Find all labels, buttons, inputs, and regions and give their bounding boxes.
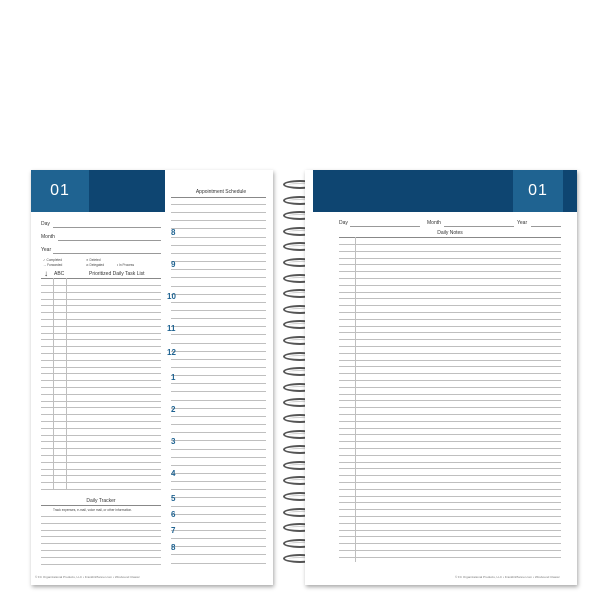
- right-month-label: Month: [427, 220, 441, 226]
- task-row-line[interactable]: [41, 482, 161, 483]
- right-year-field[interactable]: [531, 226, 561, 227]
- appointment-row-line[interactable]: [171, 310, 266, 311]
- notes-row-line[interactable]: [339, 380, 561, 381]
- task-row-line[interactable]: [41, 421, 161, 422]
- hour-label: 11: [167, 324, 176, 333]
- appointment-row-line[interactable]: [171, 351, 266, 352]
- hour-label: 9: [171, 260, 176, 269]
- appointment-row-line[interactable]: [171, 514, 266, 515]
- notes-row-line[interactable]: [339, 326, 561, 327]
- tracker-row-line[interactable]: [41, 523, 161, 524]
- left-month-label: Month: [41, 234, 55, 240]
- task-row-line[interactable]: [41, 407, 161, 408]
- daily-tracker-subtitle: Track expenses, e-mail, voice mail, or other information.: [53, 508, 133, 512]
- notes-row-line[interactable]: [339, 373, 561, 374]
- appointment-row-line[interactable]: [171, 302, 266, 303]
- task-row-line[interactable]: [41, 469, 161, 470]
- legend-completed: ✓ Completed: [43, 258, 62, 262]
- task-abc-label: ABC: [54, 271, 65, 277]
- task-row-line[interactable]: [41, 441, 161, 442]
- left-day-field[interactable]: [53, 227, 161, 228]
- legend-deleted: ✕ Deleted: [86, 258, 101, 262]
- hour-label: 10: [167, 292, 176, 301]
- notes-row-line[interactable]: [339, 489, 561, 490]
- notes-row-line[interactable]: [339, 455, 561, 456]
- notes-row-line[interactable]: [339, 434, 561, 435]
- appointment-row-line[interactable]: [171, 497, 266, 498]
- right-day-label: Day: [339, 220, 348, 226]
- tracker-row-line[interactable]: [41, 530, 161, 531]
- task-row-line[interactable]: [41, 380, 161, 381]
- daily-tracker-title: Daily Tracker: [86, 498, 116, 504]
- notes-row-line[interactable]: [339, 244, 561, 245]
- left-date-number: 01: [31, 170, 89, 212]
- appointment-row-line[interactable]: [171, 228, 266, 229]
- notes-row-line[interactable]: [339, 387, 561, 388]
- notes-row-line[interactable]: [339, 557, 561, 558]
- appointment-row-line[interactable]: [171, 465, 266, 466]
- notes-row-line[interactable]: [339, 339, 561, 340]
- notes-row-line[interactable]: [339, 414, 561, 415]
- notes-row-line[interactable]: [339, 509, 561, 510]
- notes-row-line[interactable]: [339, 421, 561, 422]
- appointment-row-line[interactable]: [171, 286, 266, 287]
- notes-row-line[interactable]: [339, 298, 561, 299]
- appointment-row-line[interactable]: [171, 318, 266, 319]
- appointment-row-line[interactable]: [171, 489, 266, 490]
- task-row-line[interactable]: [41, 448, 161, 449]
- task-row-line[interactable]: [41, 367, 161, 368]
- appointment-row-line[interactable]: [171, 530, 266, 531]
- notes-row-line[interactable]: [339, 312, 561, 313]
- task-row-line[interactable]: [41, 489, 161, 490]
- tracker-row-line[interactable]: [41, 557, 161, 558]
- notes-row-line[interactable]: [339, 332, 561, 333]
- appointment-row-line[interactable]: [171, 212, 266, 213]
- task-row-line[interactable]: [41, 435, 161, 436]
- appointment-row-line[interactable]: [171, 522, 266, 523]
- task-list-title: Prioritized Daily Task List: [89, 271, 145, 277]
- hour-label: 4: [171, 469, 176, 478]
- hour-label: 1: [171, 373, 176, 382]
- right-planner-page: [305, 170, 577, 585]
- notes-row-line[interactable]: [339, 292, 561, 293]
- notes-row-line[interactable]: [339, 502, 561, 503]
- appointment-row-line[interactable]: [171, 269, 266, 270]
- notes-row-line[interactable]: [339, 536, 561, 537]
- tracker-row-line[interactable]: [41, 536, 161, 537]
- appointment-row-line[interactable]: [171, 538, 266, 539]
- appointment-row-line[interactable]: [171, 220, 266, 221]
- task-row-line[interactable]: [41, 319, 161, 320]
- task-row-line[interactable]: [41, 428, 161, 429]
- left-year-label: Year: [41, 247, 52, 253]
- notes-row-line[interactable]: [339, 353, 561, 354]
- hour-label: 12: [167, 348, 176, 357]
- hour-label: 2: [171, 405, 176, 414]
- down-arrow-icon: ↓: [44, 269, 48, 278]
- notes-row-line[interactable]: [339, 516, 561, 517]
- appointment-row-line[interactable]: [171, 432, 266, 433]
- task-row-line[interactable]: [41, 475, 161, 476]
- appointment-row-line[interactable]: [171, 326, 266, 327]
- notes-row-line[interactable]: [339, 285, 561, 286]
- task-row-line[interactable]: [41, 326, 161, 327]
- hour-label: 8: [171, 543, 176, 552]
- notes-row-line[interactable]: [339, 482, 561, 483]
- task-row-line[interactable]: [41, 339, 161, 340]
- legend-in-process: • In Process: [117, 263, 135, 267]
- appointment-row-line[interactable]: [171, 563, 266, 564]
- appointment-schedule-title: Appointment Schedule: [195, 189, 247, 195]
- notes-row-line[interactable]: [339, 428, 561, 429]
- task-row-line[interactable]: [41, 414, 161, 415]
- right-footer: © FC Organizational Products, LLC • FranklinPlanner.com • Wirebound Classic: [455, 575, 560, 579]
- notes-row-line[interactable]: [339, 400, 561, 401]
- task-row-line[interactable]: [41, 305, 161, 306]
- task-row-line[interactable]: [41, 285, 161, 286]
- appointment-row-line[interactable]: [171, 391, 266, 392]
- notes-row-line[interactable]: [339, 271, 561, 272]
- task-row-line[interactable]: [41, 394, 161, 395]
- appointment-row-line[interactable]: [171, 546, 266, 547]
- right-month-field[interactable]: [444, 226, 514, 227]
- legend-forwarded: → Forwarded: [43, 263, 63, 267]
- notes-row-line[interactable]: [339, 319, 561, 320]
- hour-label: 7: [171, 526, 176, 535]
- appointment-row-line[interactable]: [171, 424, 266, 425]
- tracker-row-line[interactable]: [41, 550, 161, 551]
- left-planner-page: [31, 170, 273, 585]
- task-row-line[interactable]: [41, 462, 161, 463]
- task-row-line[interactable]: [41, 455, 161, 456]
- appointment-row-line[interactable]: [171, 506, 266, 507]
- notes-row-line[interactable]: [339, 251, 561, 252]
- tracker-row-line[interactable]: [41, 516, 161, 517]
- task-row-line[interactable]: [41, 292, 161, 293]
- daily-notes-title: Daily Notes: [437, 230, 463, 236]
- legend-delegated: ⊘ Delegated: [86, 263, 105, 267]
- hour-label: 3: [171, 437, 176, 446]
- notes-row-line[interactable]: [339, 278, 561, 279]
- task-row-line[interactable]: [41, 373, 161, 374]
- hour-label: 5: [171, 494, 176, 503]
- appointment-row-line[interactable]: [171, 245, 266, 246]
- appointment-row-line[interactable]: [171, 408, 266, 409]
- right-year-label: Year: [517, 220, 528, 226]
- left-year-field[interactable]: [53, 253, 161, 254]
- task-row-line[interactable]: [41, 333, 161, 334]
- notes-row-line[interactable]: [339, 394, 561, 395]
- appointment-row-line[interactable]: [171, 367, 266, 368]
- notes-row-line[interactable]: [339, 462, 561, 463]
- appointment-row-line[interactable]: [171, 294, 266, 295]
- left-footer: © FC Organizational Products, LLC • FranklinPlanner.com • Wirebound Classic: [35, 575, 140, 579]
- task-row-line[interactable]: [41, 299, 161, 300]
- notes-row-line[interactable]: [339, 543, 561, 544]
- notes-row-line[interactable]: [339, 550, 561, 551]
- notes-row-line[interactable]: [339, 475, 561, 476]
- notes-row-line[interactable]: [339, 441, 561, 442]
- notes-row-line[interactable]: [339, 264, 561, 265]
- hour-label: 6: [171, 510, 176, 519]
- appointment-row-line[interactable]: [171, 473, 266, 474]
- appointment-row-line[interactable]: [171, 277, 266, 278]
- task-row-line[interactable]: [41, 387, 161, 388]
- appointment-row-line[interactable]: [171, 400, 266, 401]
- appointment-row-line[interactable]: [171, 416, 266, 417]
- notes-row-line[interactable]: [339, 523, 561, 524]
- left-day-label: Day: [41, 221, 50, 227]
- appointment-row-line[interactable]: [171, 204, 266, 205]
- appointment-row-line[interactable]: [171, 383, 266, 384]
- appointment-row-line[interactable]: [171, 237, 266, 238]
- task-row-line[interactable]: [41, 353, 161, 354]
- notes-row-line[interactable]: [339, 360, 561, 361]
- task-row-line[interactable]: [41, 312, 161, 313]
- appointment-row-line[interactable]: [171, 261, 266, 262]
- appointment-row-line[interactable]: [171, 440, 266, 441]
- appointment-row-line[interactable]: [171, 481, 266, 482]
- notes-row-line[interactable]: [339, 448, 561, 449]
- appointment-row-line[interactable]: [171, 253, 266, 254]
- notes-row-line[interactable]: [339, 468, 561, 469]
- tracker-row-line[interactable]: [41, 564, 161, 565]
- task-row-line[interactable]: [41, 346, 161, 347]
- appointment-row-line[interactable]: [171, 449, 266, 450]
- hour-label: 8: [171, 228, 176, 237]
- appointment-row-line[interactable]: [171, 334, 266, 335]
- appointment-row-line[interactable]: [171, 457, 266, 458]
- task-row-line[interactable]: [41, 360, 161, 361]
- right-date-number: 01: [513, 170, 563, 212]
- appointment-row-line[interactable]: [171, 554, 266, 555]
- notes-row-line[interactable]: [339, 258, 561, 259]
- left-month-field[interactable]: [58, 240, 161, 241]
- notes-row-line[interactable]: [339, 407, 561, 408]
- tracker-row-line[interactable]: [41, 543, 161, 544]
- right-day-field[interactable]: [350, 226, 420, 227]
- appointment-row-line[interactable]: [171, 359, 266, 360]
- notes-row-line[interactable]: [339, 346, 561, 347]
- notes-row-line[interactable]: [339, 496, 561, 497]
- appointment-row-line[interactable]: [171, 343, 266, 344]
- appointment-row-line[interactable]: [171, 375, 266, 376]
- notes-row-line[interactable]: [339, 366, 561, 367]
- task-row-line[interactable]: [41, 401, 161, 402]
- notes-row-line[interactable]: [339, 530, 561, 531]
- notes-row-line[interactable]: [339, 305, 561, 306]
